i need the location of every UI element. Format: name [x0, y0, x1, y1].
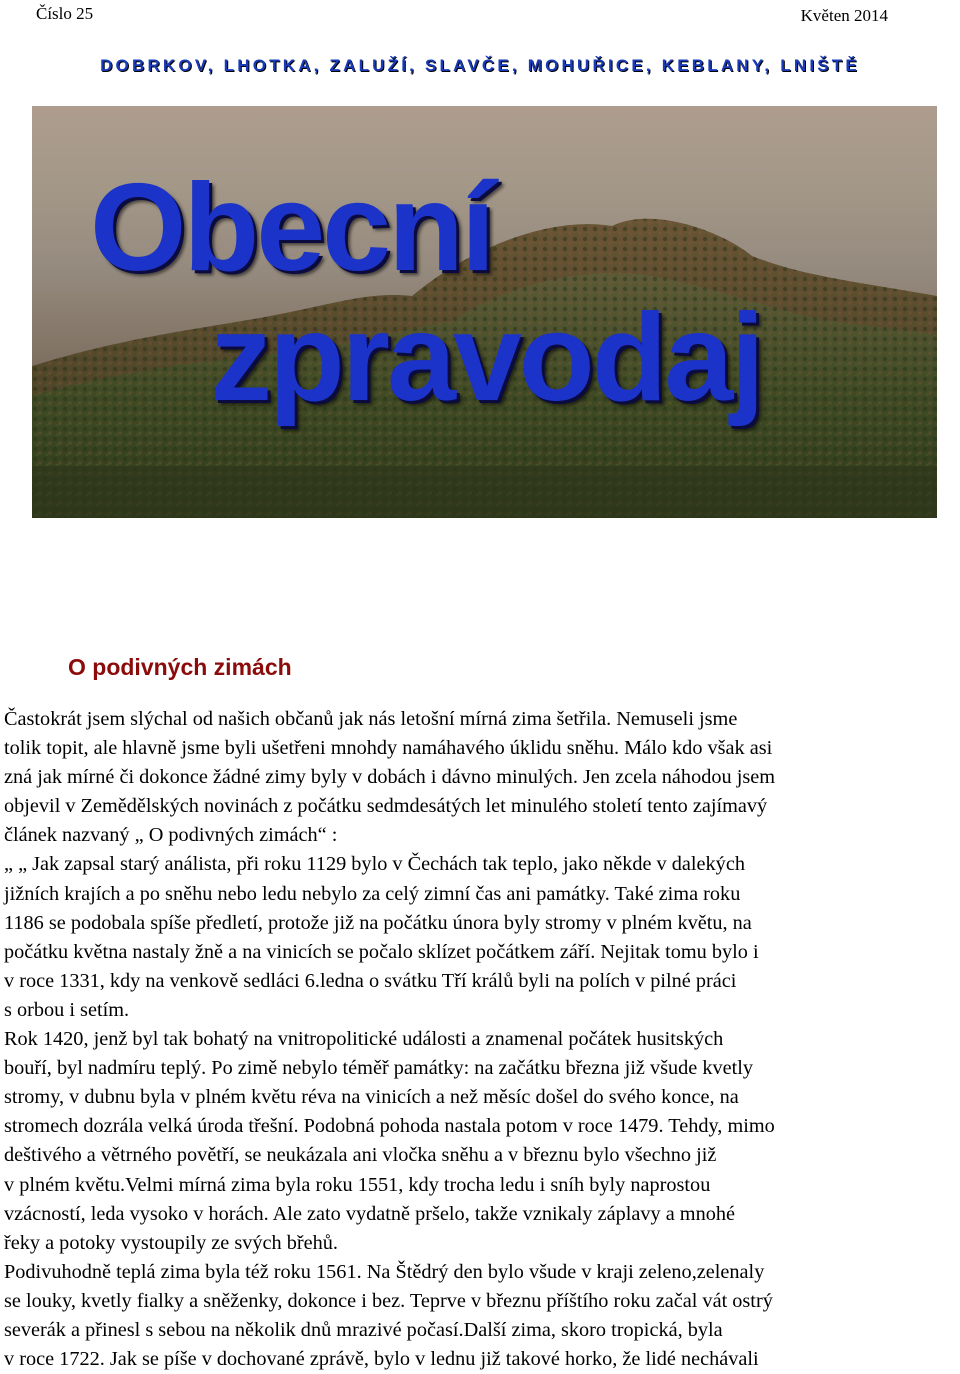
article-line: v roce 1722. Jak se píše v dochované zprávě, bylo v lednu již takové horko, že lidé nechávali — [4, 1348, 759, 1371]
article-line: počátku května nastaly žně a na vinicích se počalo sklízet počátkem září. Nejitak tomu bylo i — [4, 940, 759, 963]
masthead-title-line-2: zpravodaj — [210, 289, 762, 427]
cover-photo — [32, 106, 937, 518]
article-line: v roce 1331, kdy na venkově sedláci 6.ledna o svátku Tří králů byli na polích v pilné práci — [4, 969, 737, 992]
article-line: bouří, byl nadmíru teplý. Po zimě nebylo téměř památky: na začátku března již všude kvetly — [4, 1057, 754, 1080]
article-line: Podivuhodně teplá zima byla též roku 1561. Na Štědrý den bylo všude v kraji zeleno,zelenaly — [4, 1260, 765, 1283]
article-line: deštivého a větrného povětří, se neukázala ani vločka sněhu a v březnu bylo všechno již — [4, 1144, 717, 1167]
article-line: 1186 se podobala spíše předletí, protože již na počátku února byly stromy v plném květu, na — [4, 911, 752, 934]
article-line: se louky, kvetly fialky a sněženky, dokonce i bez. Teprve v březnu příštího roku začal vát ostrý — [4, 1289, 773, 1312]
article-line: „ „ Jak zapsal starý análista, při roku 1129 bylo v Čechách tak teplo, jako někde v dalekých — [4, 853, 745, 876]
article-line: článek nazvaný „ O podivných zimách“ : — [4, 824, 338, 847]
issue-number: Číslo 25 — [36, 4, 94, 23]
article-line: s orbou i setím. — [4, 998, 130, 1021]
article-line: stromy, v dubnu byla v plném květu réva na vinicích a než měsíc došel do svého konce, na — [4, 1086, 739, 1109]
article-heading: O podivných zimách — [68, 654, 292, 680]
article-line: objevil v Zemědělských novinách z počátku sedmdesátých let minulého století tento zajímavý — [4, 795, 768, 818]
article-body — [4, 705, 959, 1374]
article-line: severák a přinesl s sebou na několik dnů mrazivé počasí.Další zima, skoro tropická, byla — [4, 1318, 723, 1341]
masthead-title-line-1: Obecní — [90, 159, 493, 297]
article-line: jižních krajích a po sněhu nebo ledu nebylo za celý zimní čas ani památky. Také zima roku — [4, 882, 741, 905]
issue-date: Květen 2014 — [800, 6, 888, 25]
villages-banner: DOBRKOV, LHOTKA, ZALUŽÍ, SLAVČE, MOHUŘICE, KEBLANY, LNIŠTĚ — [100, 56, 860, 75]
article-line: v plném květu.Velmi mírná zima byla roku 1551, kdy trocha ledu i sníh byly naprostou — [4, 1173, 711, 1196]
article-line: tolik topit, ale hlavně jsme byli ušetřeni mnohdy namáhavého úklidu sněhu. Málo kdo však asi — [4, 737, 773, 760]
article-line: stromech dozrála velká úroda třešní. Podobná pohoda nastala potom v roce 1479. Tehdy, mimo — [4, 1115, 775, 1138]
article-line: Rok 1420, jenž byl tak bohatý na vnitropolitické události a znamenal počátek husitských — [4, 1028, 724, 1051]
article-line: vzácností, leda vysoko v horách. Ale zato vydatně pršelo, takže vznikaly záplavy a mnohé — [4, 1202, 735, 1225]
article-line: zná jak mírné či dokonce žádné zimy byly v dobách i dávno minulých. Jen zcela náhodou jsem — [4, 766, 776, 789]
article-line: Častokrát jsem slýchal od našich občanů jak nás letošní mírná zima šetřila. Nemuseli jsme — [4, 708, 738, 730]
article-line: řeky a potoky vystoupily ze svých břehů. — [4, 1231, 339, 1254]
